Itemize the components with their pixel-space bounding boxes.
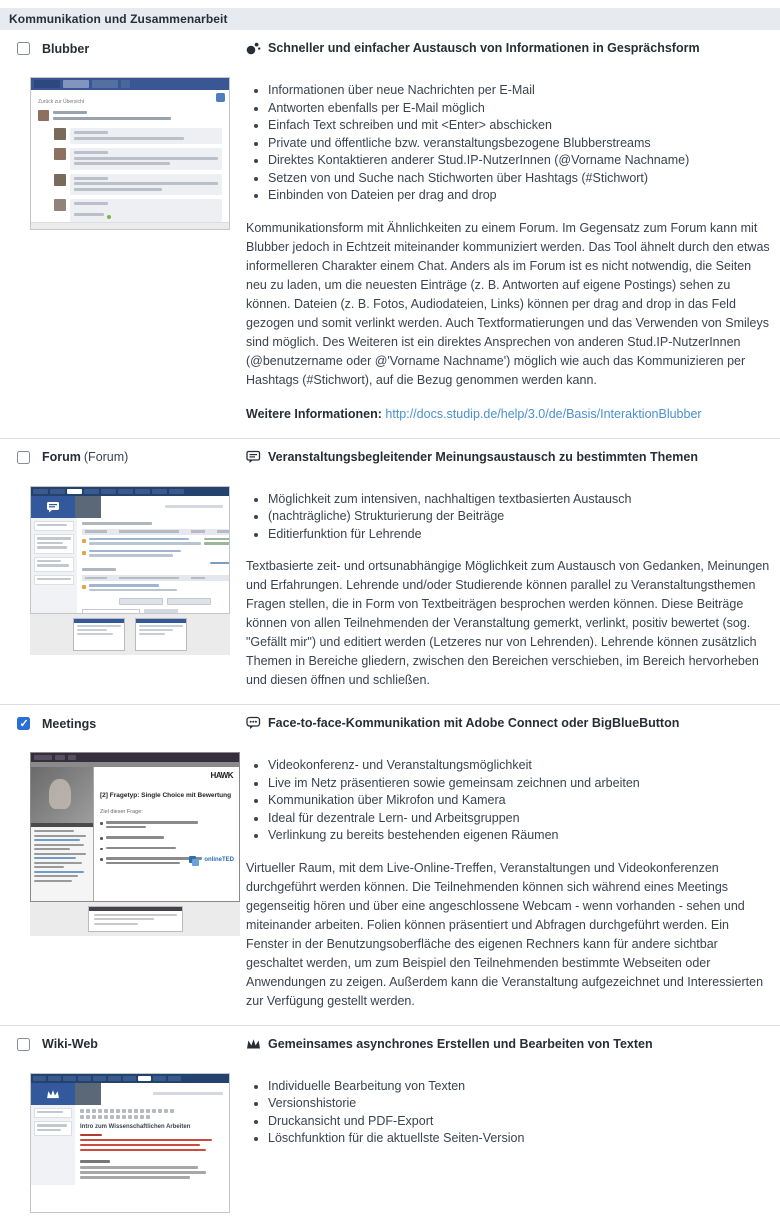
category-header: Kommunikation und Zusammenarbeit bbox=[0, 8, 780, 30]
tool-title-forum: Forum (Forum) bbox=[42, 450, 129, 464]
tool-description: Textbasierte zeit- und ortsunabhängige Möglichkeit zum Austausch von Gedanken, Meinungen und Erfahrungen. Lehrende und/oder Studierende können parallel zu Veranstaltungsthemen Fragen stellen, die in Form von Textbeiträgen besprochen werden können. Diese Beiträge können von allen Teilnehmenden der Veranstaltung gemerkt, verlinkt, positiv bewertet (sog. "Gefällt mir") und editiert werden (Letzeres nur von Lehrenden). Lehrende können zusätzlich Themen in Bereiche gliedern, zwischen den Bereichen verschieben, im Bereich hervorheben und diesen öffnen und schließen. bbox=[246, 559, 770, 687]
blubber-screenshot bbox=[30, 77, 246, 230]
smiley-icon bbox=[107, 215, 111, 219]
mini-screenshot bbox=[135, 618, 187, 651]
hawk-logo: HAWK bbox=[210, 771, 233, 780]
tool-headline-forum: Veranstaltungsbegleitender Meinungsaustausch zu bestimmten Themen bbox=[246, 450, 770, 465]
chat-panel bbox=[31, 827, 93, 901]
wiki-logo bbox=[31, 1083, 75, 1105]
feature-item: • Verlinkung zu bereits bestehenden eigenen Räumen bbox=[268, 827, 770, 845]
topic-icon bbox=[82, 539, 86, 543]
webcam-video bbox=[31, 767, 93, 823]
meetings-screenshot bbox=[30, 752, 240, 936]
feature-item: • Ideal für dezentrale Lern- und Arbeitsgruppen bbox=[268, 810, 770, 828]
feature-list bbox=[246, 491, 770, 544]
forum-screenshot bbox=[30, 486, 230, 655]
meetings-icon bbox=[246, 716, 261, 730]
tool-section-blubber bbox=[0, 30, 780, 438]
tool-section-wiki bbox=[0, 1025, 780, 1227]
thumb-button bbox=[119, 598, 163, 605]
thumb-button bbox=[167, 598, 211, 605]
tool-description: Kommunikationsform mit Ähnlichkeiten zu einem Forum. Im Gegensatz zum Forum kann mit Blubber jedoch in Echtzeit miteinander kommuniziert werden. Das Tool ähnelt durch den etwas informelleren Charakter einem Chat. Anders als im Forum ist es nicht notwendig, die Seiten neu zu laden, um die neuesten Einträge (z. B. Antworten auf eigene Postings) sehen zu können. Dateien (z. B. Fotos, Audiodateien, Links) können per drag and drop in das Feld gezogen und somit verlinkt werden. Auch Textformatierungen und das Verwenden von Smileys sind möglich. Des Weiteren ist ein direktes Ansprechen von anderen Stud.IP-NutzerInnen (@benutzername oder @'Vorname Nachname') möglich wie auch das Kommunizieren per Hashtags (#Stichwort), auf die Bezug genommen werden kann. bbox=[246, 220, 770, 387]
feature-item: • Versionshistorie bbox=[268, 1095, 770, 1113]
wiki-thumb-navbar bbox=[31, 1074, 229, 1083]
avatar bbox=[54, 199, 66, 211]
avatar bbox=[54, 148, 66, 160]
feature-item: • Live im Netz präsentieren sowie gemeinsam zeichnen und arbeiten bbox=[268, 775, 770, 793]
help-link[interactable]: http://docs.studip.de/help/3.0/de/Basis/InteraktionBlubber bbox=[385, 406, 702, 421]
feature-item: • Direktes Kontaktieren anderer Stud.IP-NutzerInnen (@Vorname Nachname) bbox=[268, 152, 770, 170]
tool-title-blubber: Blubber bbox=[42, 41, 90, 56]
tool-headline-blubber: Schneller und einfacher Austausch von Informationen in Gesprächsform bbox=[246, 41, 770, 56]
tool-title-meetings: Meetings bbox=[42, 716, 97, 731]
more-info-row: Weitere Informationen: http://docs.studip.de/help/3.0/de/Basis/InteraktionBlubber bbox=[246, 406, 702, 421]
avatar bbox=[54, 128, 66, 140]
tool-description: Virtueller Raum, mit dem Live-Online-Treffen, Veranstaltungen und Videokonferenzen durchgeführt werden können. Die Teilnehmenden können sich während eines Meetings gegenseitig hören und über eine angeschlossene Webcam - wenn vorhanden - sehen und miteinander arbeiten. Folien können präsentiert und Abfragen durchgeführt werden. Ein Fenster in der Benutzungsoberfläche des eigenen Rechners kann für andere sichtbar geschaltet werden, um zum Beispiel den Teilnehmenden bestimmte Webseiten oder Anwendungen zu zeigen. Außerdem kann die Veranstaltung aufgezeichnet und Interessierten zur Verfügung gestellt werden. bbox=[246, 860, 764, 1008]
share-icon bbox=[216, 93, 225, 102]
forum-checkbox[interactable] bbox=[17, 451, 30, 464]
feature-item: • Editierfunktion für Lehrende bbox=[268, 526, 770, 544]
forum-icon bbox=[246, 450, 261, 464]
topic-icon bbox=[82, 551, 86, 555]
feature-item: • Möglichkeit zum intensiven, nachhaltigen textbasierten Austausch bbox=[268, 491, 770, 509]
feature-item: • Einfach Text schreiben und mit <Enter> abschicken bbox=[268, 117, 770, 135]
forum-logo bbox=[31, 496, 75, 518]
feature-item: • Kommunikation über Mikrofon und Kamera bbox=[268, 792, 770, 810]
blubber-thumb-tabbar bbox=[31, 78, 229, 90]
feature-item: • (nachträgliche) Strukturierung der Beiträge bbox=[268, 508, 770, 526]
feature-list bbox=[246, 82, 770, 205]
tool-headline-meetings: Face-to-face-Kommunikation mit Adobe Connect oder BigBlueButton bbox=[246, 716, 770, 731]
tool-headline-wiki: Gemeinsames asynchrones Erstellen und Bearbeiten von Texten bbox=[246, 1037, 770, 1052]
feature-item: • Einbinden von Dateien per drag and drop bbox=[268, 187, 770, 205]
feature-item: • Antworten ebenfalls per E-Mail möglich bbox=[268, 100, 770, 118]
feature-item: • Individuelle Bearbeitung von Texten bbox=[268, 1078, 770, 1096]
feature-list bbox=[246, 757, 770, 845]
mini-screenshot bbox=[88, 906, 183, 932]
feature-item: • Löschfunktion für die aktuellste Seiten-Version bbox=[268, 1130, 770, 1148]
forum-thumb-navbar bbox=[31, 487, 229, 496]
feature-item: • Videokonferenz- und Veranstaltungsmöglichkeit bbox=[268, 757, 770, 775]
blubber-icon bbox=[246, 41, 261, 55]
feature-item: • Setzen von und Suche nach Stichworten über Hashtags (#Stichwort) bbox=[268, 170, 770, 188]
topic-icon bbox=[82, 585, 86, 589]
presentation-slide: HAWK [2] Fragetyp: Single Choice mit Bewertung Ziel dieser Frage: onlineTED bbox=[93, 767, 239, 901]
wiki-page-title: Intro zum Wissenschaftlichen Arbeiten bbox=[80, 1123, 191, 1130]
meetings-checkbox[interactable] bbox=[17, 717, 30, 730]
back-link: Zurück zur Übersicht bbox=[38, 99, 85, 105]
tool-section-meetings bbox=[0, 704, 780, 1025]
onlineted-logo: onlineTED bbox=[189, 856, 234, 863]
avatar bbox=[54, 174, 66, 186]
header-photo bbox=[75, 496, 101, 518]
feature-list bbox=[246, 1078, 770, 1148]
tool-title-wiki: Wiki-Web bbox=[42, 1037, 98, 1051]
wiki-checkbox[interactable] bbox=[17, 1038, 30, 1051]
wiki-screenshot bbox=[30, 1073, 230, 1213]
feature-item: • Private und öffentliche bzw. veranstaltungsbezogene Blubberstreams bbox=[268, 135, 770, 153]
blubber-checkbox[interactable] bbox=[17, 42, 30, 55]
mini-screenshot bbox=[73, 618, 125, 651]
feature-item: • Informationen über neue Nachrichten per E-Mail bbox=[268, 82, 770, 100]
feature-item: • Druckansicht und PDF-Export bbox=[268, 1113, 770, 1131]
header-photo bbox=[75, 1083, 101, 1105]
tool-section-forum bbox=[0, 438, 780, 705]
avatar bbox=[38, 110, 49, 121]
meetings-thumb-titlebar bbox=[31, 753, 239, 762]
